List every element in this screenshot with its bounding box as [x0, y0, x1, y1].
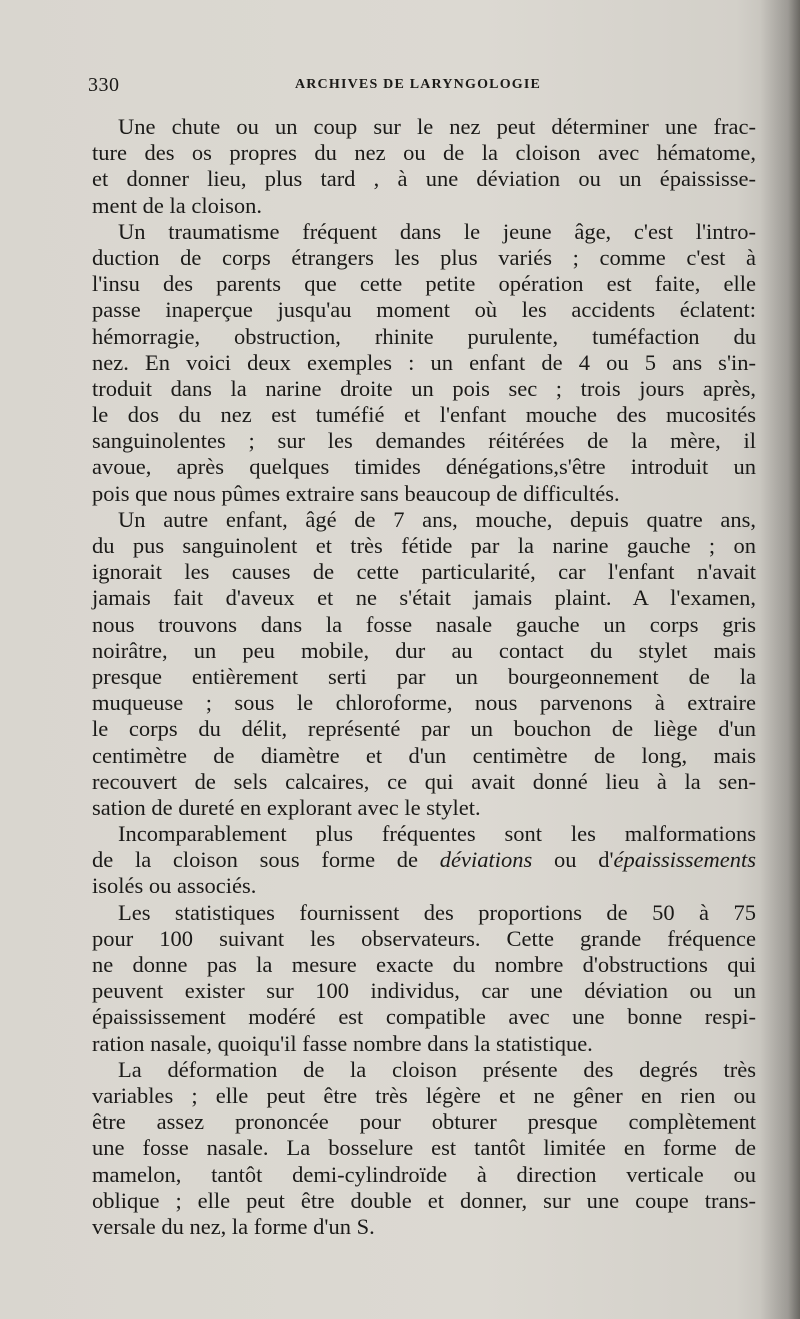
running-head: ARCHIVES DE LARYNGOLOGIE [294, 77, 542, 92]
text-line [92, 1109, 756, 1135]
text-run: ignorait les causes de cette particularité, car l'enfant n'avait [92, 559, 756, 585]
text-line [92, 481, 756, 507]
text-run: hémorragie, obstruction, rhinite purulente, tuméfaction du [92, 323, 756, 349]
text-line [92, 324, 756, 350]
text-run: l'insu des parents que cette petite opération est faite, elle [92, 271, 756, 297]
text-line [92, 559, 756, 585]
text-line [92, 376, 756, 402]
text-line [92, 350, 756, 376]
text-line [92, 297, 756, 323]
text-run: centimètre de diamètre et d'un centimètre de long, mais [92, 742, 756, 768]
text-line [92, 873, 756, 899]
page-header [88, 74, 748, 98]
text-run: ration nasale, quoiqu'il fasse nombre dans la statistique. [92, 1030, 593, 1056]
text-run: nous trouvons dans la fosse nasale gauche un corps gris [92, 611, 756, 637]
text-line [92, 1004, 756, 1030]
text-run: nez. En voici deux exemples : un enfant de 4 ou 5 ans s'in- [92, 349, 756, 375]
text-line [92, 166, 756, 192]
text-line [92, 664, 756, 690]
text-run: Incomparablement plus fréquentes sont les malformations [118, 821, 756, 847]
text-run: une fosse nasale. La bosselure est tantôt limitée en forme de [92, 1135, 756, 1161]
text-line [92, 219, 756, 245]
text-line [92, 1188, 756, 1214]
text-run: peuvent exister sur 100 individus, car une déviation ou un [92, 978, 756, 1004]
text-run: oblique ; elle peut être double et donner, sur une coupe trans- [92, 1187, 756, 1213]
italic-term: épaississements [613, 847, 756, 873]
text-run: La déformation de la cloison présente des degrés très [118, 1056, 756, 1082]
text-run: Un autre enfant, âgé de 7 ans, mouche, depuis quatre ans, [118, 506, 756, 532]
text-run: jamais fait d'aveux et ne s'était jamais plaint. A l'examen, [92, 585, 756, 611]
text-run: ture des os propres du nez ou de la cloison avec hématome, [92, 140, 756, 166]
text-run: versale du nez, la forme d'un S. [92, 1213, 375, 1239]
text-line [92, 638, 756, 664]
text-run: ou d' [532, 847, 614, 873]
text-run: isolés ou associés. [92, 873, 257, 899]
text-run: presque entièrement serti par un bourgeonnement de la [92, 663, 756, 689]
text-line [92, 271, 756, 297]
body-text [92, 114, 756, 1240]
text-line [92, 454, 756, 480]
text-run: Les statistiques fournissent des proportions de 50 à 75 [118, 899, 756, 925]
text-line [92, 612, 756, 638]
page-number: 330 [88, 74, 120, 96]
text-run: le dos du nez est tuméfié et l'enfant mouche des mucosités [92, 402, 756, 428]
text-run: mamelon, tantôt demi-cylindroïde à direction verticale ou [92, 1161, 756, 1187]
text-run: et donner lieu, plus tard , à une déviation ou un épaississe- [92, 166, 756, 192]
text-line [92, 978, 756, 1004]
text-run: variables ; elle peut être très légère et ne gêner en rien ou [92, 1082, 756, 1108]
text-line [92, 795, 756, 821]
text-run: noirâtre, un peu mobile, dur au contact du stylet mais [92, 637, 756, 663]
text-line [92, 1057, 756, 1083]
text-run: du pus sanguinolent et très fétide par la narine gauche ; on [92, 533, 756, 558]
text-line [92, 1031, 756, 1057]
text-run: épaississement modéré est compatible avec une bonne respi- [92, 1004, 756, 1030]
text-line [92, 114, 756, 140]
text-line [92, 402, 756, 428]
text-run: avoue, après quelques timides dénégations,s'être introduit un [92, 454, 756, 480]
text-run: pois que nous pûmes extraire sans beaucoup de difficultés. [92, 480, 620, 506]
text-line [92, 507, 756, 533]
text-line [92, 743, 756, 769]
text-run: sation de dureté en explorant avec le stylet. [92, 794, 481, 820]
text-run: ne donne pas la mesure exacte du nombre d'obstructions qui [92, 952, 756, 977]
text-run: passe inaperçue jusqu'au moment où les accidents éclatent: [92, 297, 756, 323]
text-run: le corps du délit, représenté par un bouchon de liège d'un [92, 716, 756, 742]
text-run: de la cloison sous forme de [92, 847, 440, 873]
text-line [92, 1083, 756, 1109]
text-line [92, 690, 756, 716]
text-run: recouvert de sels calcaires, ce qui avait donné lieu à la sen- [92, 768, 756, 794]
text-run: Un traumatisme fréquent dans le jeune âge, c'est l'intro- [118, 218, 756, 244]
text-run: ment de la cloison. [92, 192, 262, 218]
text-run: troduit dans la narine droite un pois sec ; trois jours après, [92, 375, 756, 401]
text-line [92, 533, 756, 559]
text-line [92, 900, 756, 926]
text-line [92, 193, 756, 219]
text-run: duction de corps étrangers les plus variés ; comme c'est à [92, 244, 756, 270]
text-line [92, 1135, 756, 1161]
text-run: sanguinolentes ; sur les demandes réitérées de la mère, il [92, 428, 756, 454]
text-line [92, 585, 756, 611]
text-run: muqueuse ; sous le chloroforme, nous parvenons à extraire [92, 690, 756, 716]
text-line [92, 1214, 756, 1240]
text-line [92, 428, 756, 454]
italic-term: déviations [439, 847, 533, 873]
text-line [92, 952, 756, 978]
text-line [92, 140, 756, 166]
text-line [92, 821, 756, 847]
text-line [92, 1162, 756, 1188]
text-run: être assez prononcée pour obturer presque complètement [92, 1109, 756, 1135]
text-line [92, 847, 756, 873]
text-run: pour 100 suivant les observateurs. Cette grande fréquence [92, 925, 756, 951]
text-run: Une chute ou un coup sur le nez peut déterminer une frac- [118, 114, 756, 139]
text-line [92, 769, 756, 795]
text-line [92, 716, 756, 742]
text-line [92, 245, 756, 271]
text-line [92, 926, 756, 952]
